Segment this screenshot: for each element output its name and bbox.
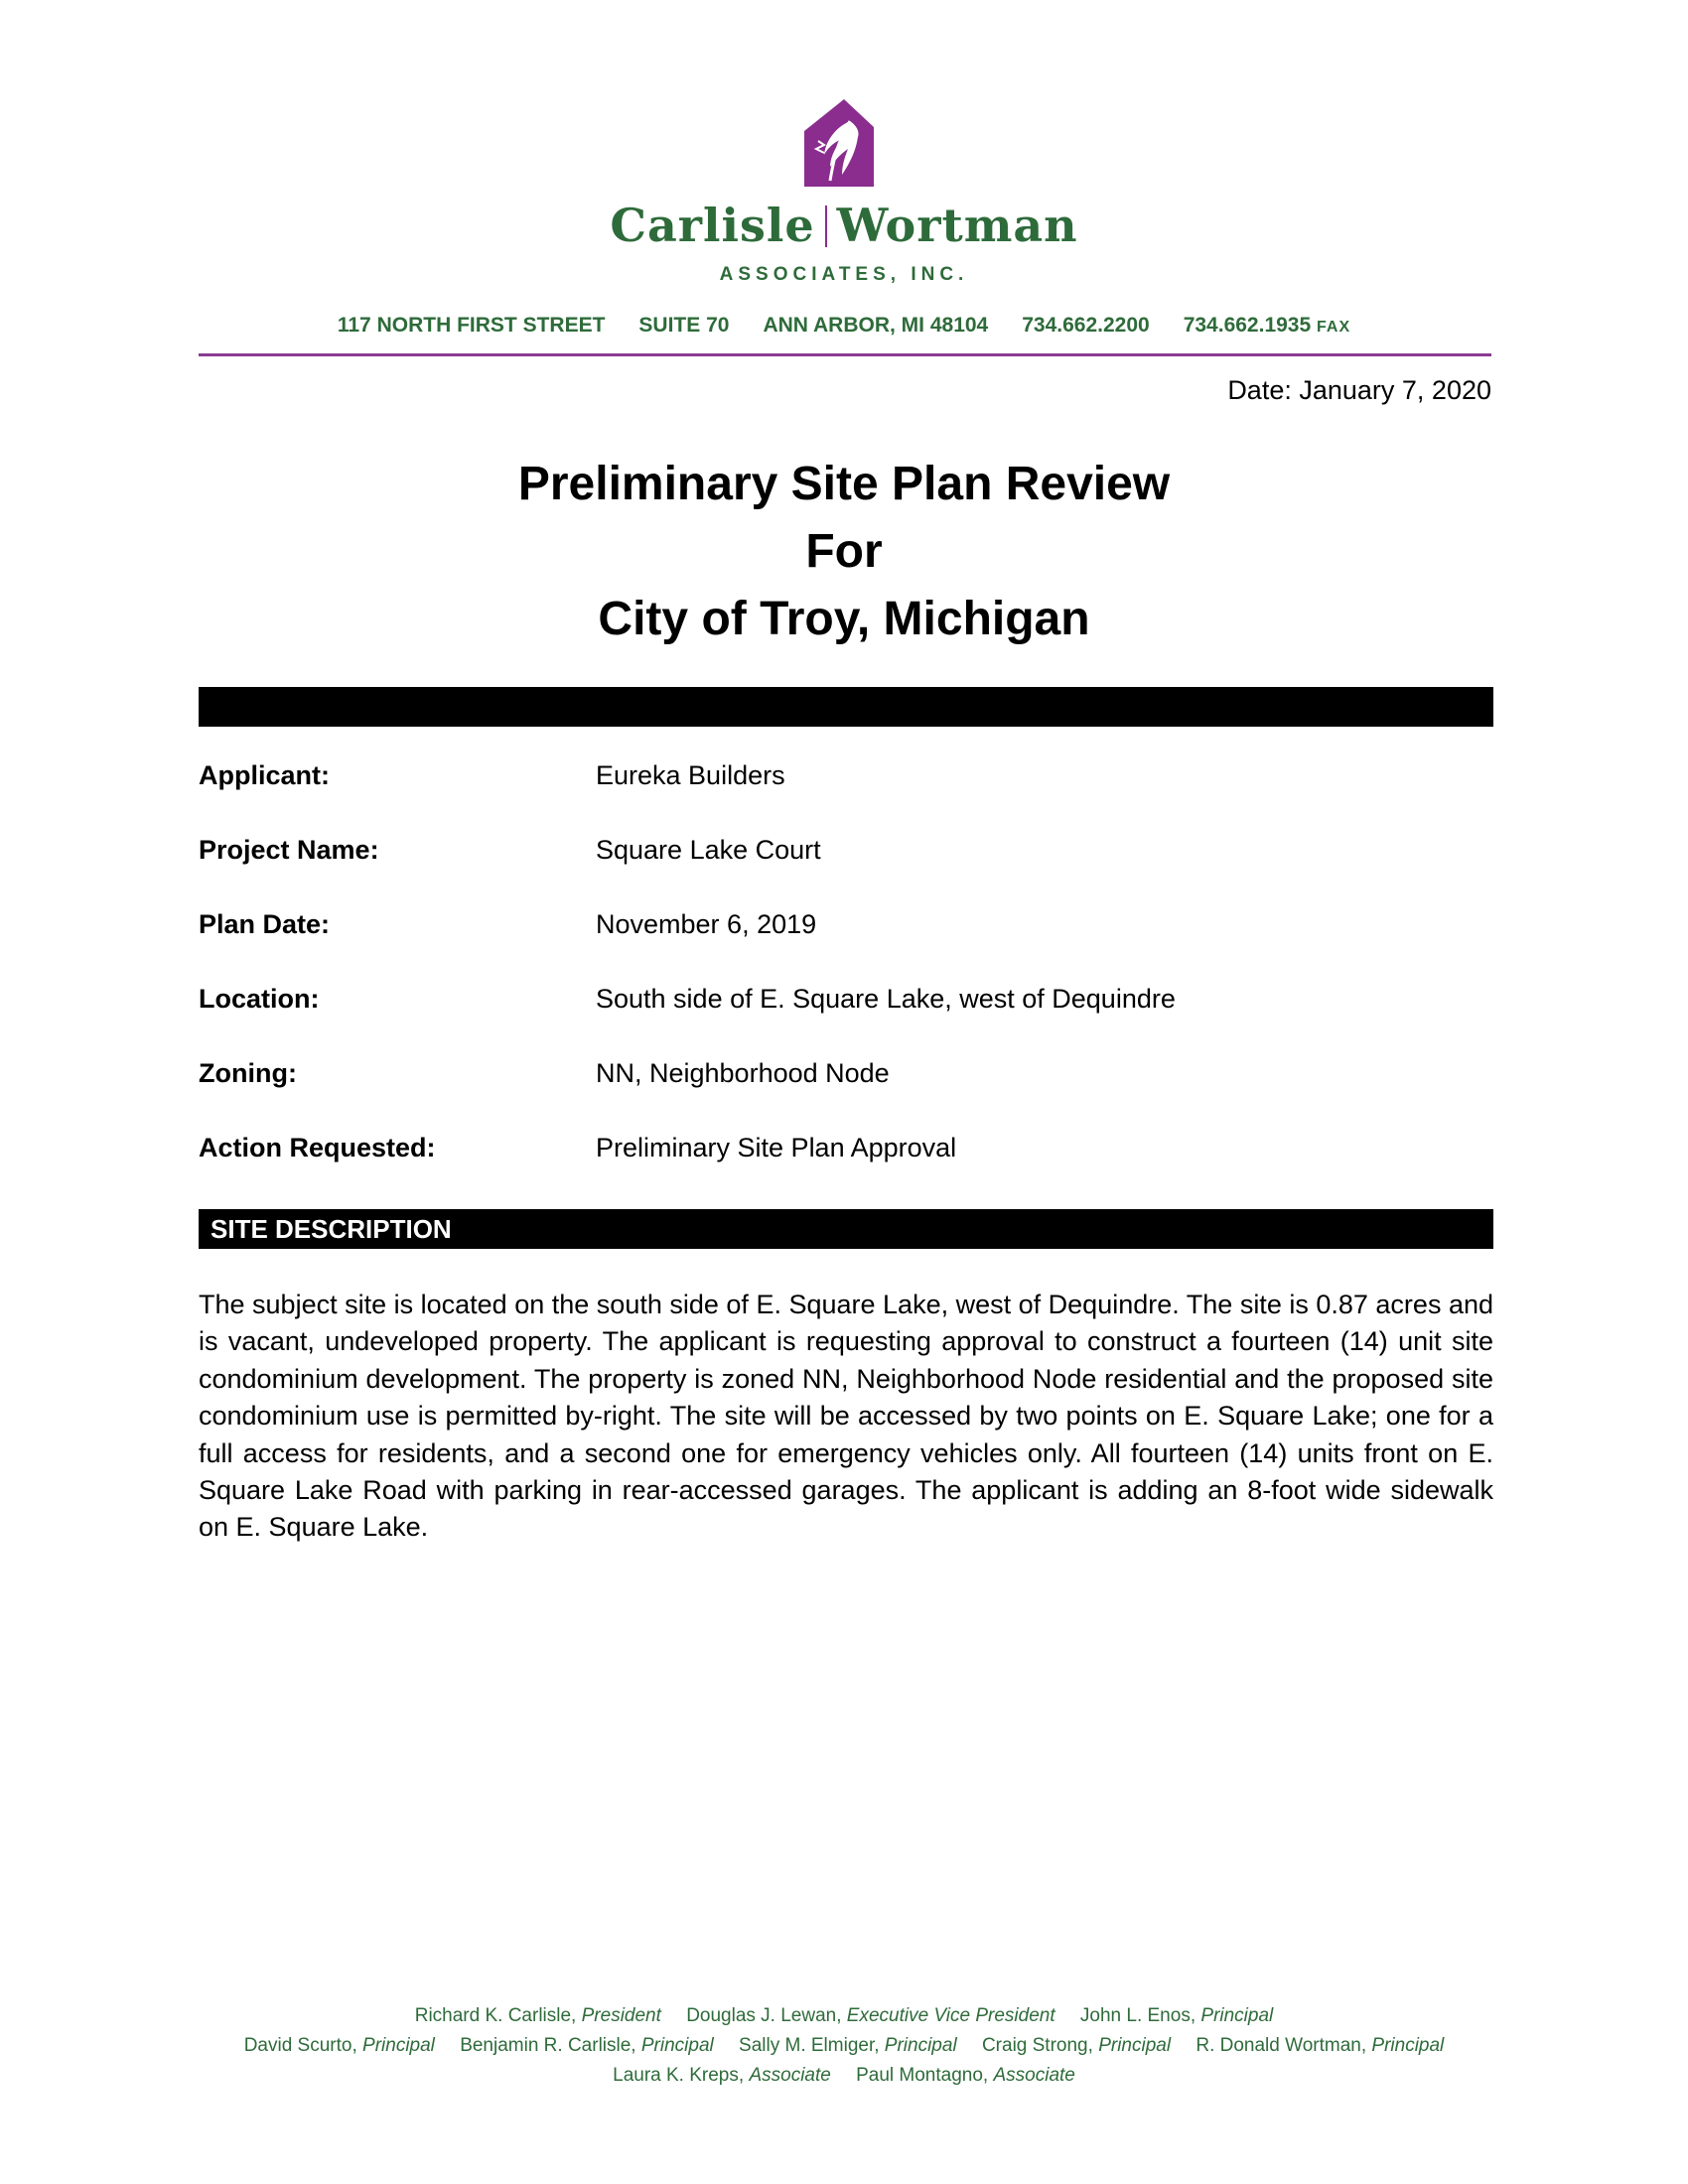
footer-person: [244, 2035, 435, 2056]
field-plan-date: [199, 909, 1493, 984]
person-name: Richard K. Carlisle,: [414, 2005, 577, 2026]
letterhead-address: [199, 314, 1489, 338]
footer-person: [415, 2005, 661, 2026]
person-name: Douglas J. Lewan,: [686, 2005, 842, 2026]
footer-person: [686, 2005, 1055, 2026]
site-description-paragraph: The subject site is located on the south side of E. Square Lake, west of Dequindre. The site is 0.87 acres and is vacant, undeveloped property. The applicant is requesting approval to construct a fourteen (14) unit site condominium development. The property is zoned NN, Neighborhood Node residential and the proposed site condominium use is permitted by-right. The site will be accessed by two points on E. Square Lake; one for a full access for residents, and a second one for emergency vehicles only. All fourteen (14) units front on E. Square Lake Road with parking in rear-accessed garages. The applicant is adding an 8-foot wide sidewalk on E. Square Lake.: [199, 1290, 1493, 1543]
footer-person: [1080, 2005, 1273, 2026]
field-value: South side of E. Square Lake, west of Dequindre: [596, 984, 1176, 1014]
footer-person: [613, 2065, 831, 2086]
person-name: Craig Strong,: [981, 2035, 1093, 2056]
field-label: Applicant:: [199, 760, 330, 790]
brand-left: Carlisle: [610, 199, 815, 252]
field-value: November 6, 2019: [596, 909, 817, 939]
footer-person: [460, 2035, 714, 2056]
person-role: Principal: [640, 2035, 714, 2056]
house-leaf-icon: [800, 97, 878, 189]
field-applicant: [199, 760, 1493, 835]
footer-line-3: [0, 2061, 1688, 2091]
footer-person: [739, 2035, 957, 2056]
field-action-requested: [199, 1133, 1493, 1207]
field-label: Action Requested:: [199, 1133, 436, 1162]
field-value: NN, Neighborhood Node: [596, 1058, 890, 1088]
person-name: R. Donald Wortman,: [1196, 2035, 1367, 2056]
person-role: Principal: [1200, 2005, 1274, 2026]
address-suite: SUITE 70: [638, 314, 730, 337]
title-divider-bar: [199, 687, 1493, 727]
footer-person: [1196, 2035, 1444, 2056]
field-value: Preliminary Site Plan Approval: [596, 1133, 957, 1162]
footer-line-1: [0, 2001, 1688, 2031]
title-line-3: City of Troy, Michigan: [598, 593, 1090, 645]
footer-person: [982, 2035, 1171, 2056]
person-name: John L. Enos,: [1079, 2005, 1196, 2026]
person-name: Sally M. Elmiger,: [739, 2035, 880, 2056]
field-label: Location:: [199, 984, 320, 1014]
document-title: [0, 451, 1688, 653]
address-fax-number: 734.662.1935: [1183, 314, 1312, 337]
document-date: Date: January 7, 2020: [1227, 375, 1491, 405]
person-role: Principal: [1371, 2035, 1445, 2056]
brand-name: [0, 199, 1688, 252]
person-role: Associate: [749, 2065, 831, 2086]
letterhead-divider: [199, 353, 1491, 356]
footer-person: [856, 2065, 1075, 2086]
person-role: Associate: [993, 2065, 1075, 2086]
field-project-name: [199, 835, 1493, 909]
section-heading-site-description: SITE DESCRIPTION: [199, 1209, 1493, 1249]
address-city: ANN ARBOR, MI 48104: [763, 314, 989, 337]
address-street: 117 NORTH FIRST STREET: [337, 314, 606, 337]
field-value: Eureka Builders: [596, 760, 785, 790]
brand-right: Wortman: [836, 199, 1078, 252]
field-label: Plan Date:: [199, 909, 331, 939]
address-fax: [1184, 314, 1350, 338]
field-zoning: [199, 1058, 1493, 1133]
brand-separator: [825, 205, 827, 247]
title-line-1: Preliminary Site Plan Review: [517, 458, 1171, 510]
staff-footer: [0, 2001, 1688, 2091]
field-label: Project Name:: [199, 835, 379, 865]
person-name: Laura K. Kreps,: [613, 2065, 745, 2086]
person-role: Principal: [884, 2035, 957, 2056]
project-fields: [199, 760, 1493, 1207]
title-line-2: For: [805, 525, 883, 578]
footer-line-2: [0, 2031, 1688, 2061]
person-role: Executive Vice President: [846, 2005, 1055, 2026]
field-location: [199, 984, 1493, 1058]
person-role: President: [581, 2005, 661, 2026]
address-phone: 734.662.2200: [1022, 314, 1150, 337]
person-name: Paul Montagno,: [856, 2065, 989, 2086]
person-role: Principal: [1098, 2035, 1172, 2056]
field-value: Square Lake Court: [596, 835, 821, 865]
brand-subtitle: ASSOCIATES, INC.: [719, 264, 969, 285]
field-label: Zoning:: [199, 1058, 297, 1088]
person-name: Benjamin R. Carlisle,: [460, 2035, 636, 2056]
address-fax-label: FAX: [1317, 319, 1351, 336]
person-role: Principal: [362, 2035, 435, 2056]
person-name: David Scurto,: [243, 2035, 357, 2056]
